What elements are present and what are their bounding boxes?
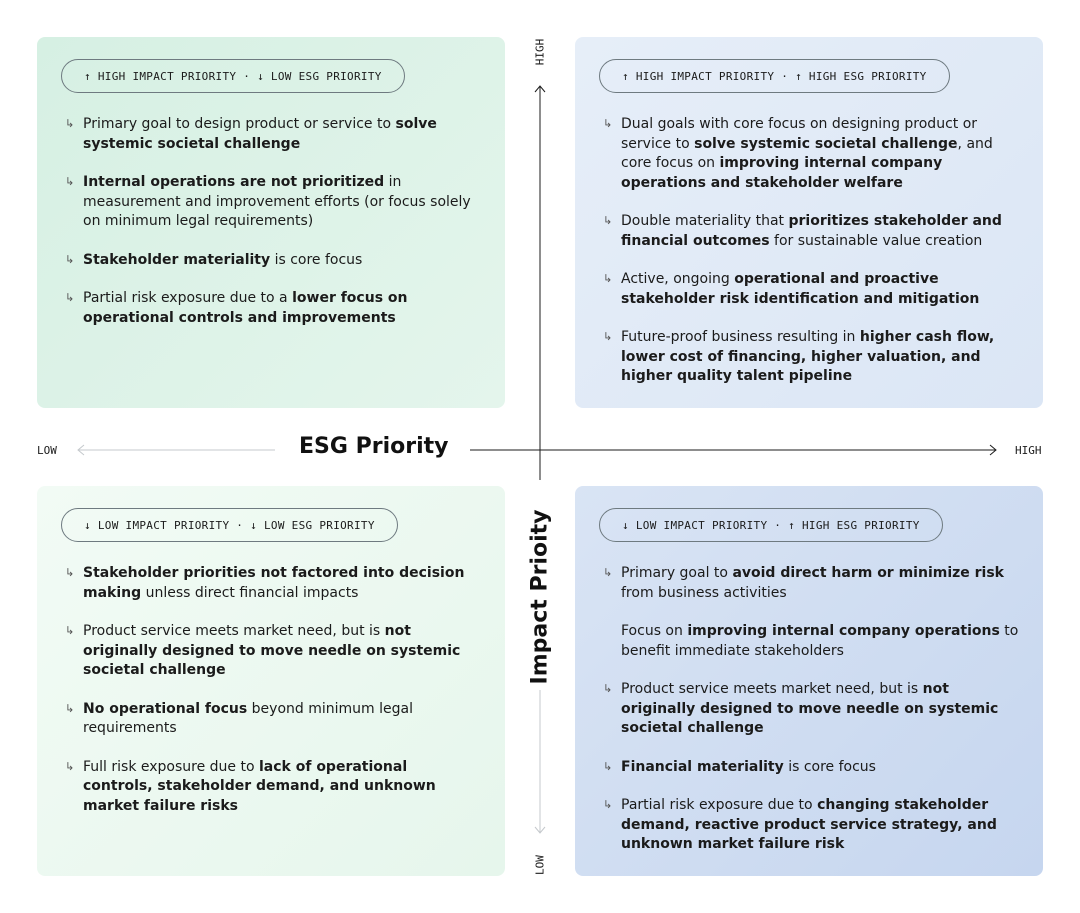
- quadrant-point: [61, 758, 481, 817]
- bullet-arrow-icon: ↳: [65, 759, 75, 773]
- quadrant-points: [61, 115, 481, 328]
- quadrant-tag: ↑ HIGH IMPACT PRIORITY · ↓ LOW ESG PRIORITY: [61, 59, 405, 93]
- quadrant-bottom-right: [575, 486, 1043, 876]
- quadrant-point: [599, 270, 1019, 309]
- point-text: from business activities: [621, 584, 787, 601]
- point-text-bold: not originally designed to move needle on systemic societal challenge: [621, 681, 999, 736]
- quadrant-point: [599, 328, 1019, 387]
- point-text: Dual goals with core focus on designing product or service to: [621, 116, 978, 152]
- bullet-arrow-icon: ↳: [603, 330, 613, 343]
- point-text-bold: prioritizes stakeholder and financial outcomes: [621, 213, 1002, 249]
- point-text-bold: No operational focus: [83, 700, 248, 717]
- x-axis-low-label: LOW: [37, 444, 57, 457]
- bullet-arrow-icon: ↳: [603, 214, 613, 227]
- quadrant-points: [599, 115, 1019, 387]
- quadrant-point: [599, 115, 1019, 193]
- point-text-bold: solve systemic societal challenge: [83, 116, 437, 152]
- quadrant-points: [599, 564, 1019, 855]
- point-text: Focus on: [621, 623, 688, 639]
- quadrant-point: [61, 564, 481, 603]
- point-text: unless direct financial impacts: [141, 584, 359, 601]
- point-text: beyond minimum legal requirements: [83, 700, 413, 736]
- quadrant-bottom-left: [37, 486, 505, 876]
- bullet-arrow-icon: ↳: [65, 624, 75, 637]
- point-text-bold: higher cash flow, lower cost of financing, higher valuation, and higher quality talent pipeline: [621, 329, 995, 384]
- point-text: is core focus: [270, 251, 363, 268]
- point-text: , and core focus on: [621, 135, 993, 171]
- point-text-bold: not originally designed to move needle on systemic societal challenge: [83, 623, 461, 678]
- bullet-arrow-icon: ↳: [65, 701, 75, 715]
- bullet-arrow-icon: ↳: [65, 175, 75, 188]
- bullet-arrow-icon: ↳: [603, 566, 613, 579]
- point-text: Double materiality that: [621, 213, 789, 229]
- point-text-bold: Stakeholder materiality: [83, 251, 271, 268]
- point-text: Primary goal to design product or service to: [83, 116, 396, 132]
- point-text-bold: lack of operational controls, stakeholder demand, and unknown market failure risks: [83, 758, 436, 814]
- quadrant-point: [599, 622, 1019, 661]
- bullet-arrow-icon: ↳: [65, 566, 75, 579]
- bullet-arrow-icon: ↳: [65, 117, 75, 130]
- point-text-bold: lower focus on operational controls and improvements: [83, 290, 408, 326]
- point-text-bold: avoid direct harm or minimize risk: [732, 565, 1004, 581]
- point-text: is core focus: [783, 758, 876, 775]
- point-text-bold: improving internal company operations and stakeholder welfare: [621, 155, 943, 191]
- point-text: Primary goal to: [621, 565, 733, 581]
- x-axis-high-label: HIGH: [1015, 444, 1042, 457]
- bullet-arrow-icon: ↳: [603, 682, 613, 695]
- bullet-arrow-icon: ↳: [65, 291, 75, 304]
- point-text-bold: Stakeholder priorities not factored into decision making: [83, 565, 465, 601]
- quadrant-tag: ↓ LOW IMPACT PRIORITY · ↓ LOW ESG PRIORITY: [61, 508, 398, 542]
- quadrant-point: [61, 289, 481, 328]
- point-text-bold: Internal operations are not prioritized: [83, 174, 385, 190]
- quadrant-point: [599, 758, 1019, 778]
- y-axis-title: Impact Prioity: [527, 509, 553, 685]
- y-axis-low-label: LOW: [533, 855, 547, 875]
- bullet-arrow-icon: ↳: [603, 272, 613, 285]
- point-text-bold: operational and proactive stakeholder risk identification and mitigation: [621, 271, 980, 307]
- quadrant-point: [61, 173, 481, 232]
- quadrant-top-right: [575, 37, 1043, 408]
- point-text: to benefit immediate stakeholders: [621, 623, 1019, 659]
- quadrant-point: [599, 212, 1019, 251]
- point-text-bold: solve systemic societal challenge: [694, 135, 958, 152]
- point-text-bold: Financial materiality: [621, 758, 784, 775]
- quadrant-point: [599, 680, 1019, 739]
- point-text: Active, ongoing: [621, 271, 735, 287]
- point-text: for sustainable value creation: [769, 232, 983, 249]
- bullet-arrow-icon: ↳: [603, 117, 613, 130]
- point-text: Future-proof business resulting in: [621, 329, 860, 345]
- point-text: Product service meets market need, but is: [621, 681, 923, 697]
- bullet-arrow-icon: ↳: [603, 798, 613, 811]
- bullet-arrow-icon: ↳: [603, 759, 613, 773]
- quadrant-point: [61, 622, 481, 681]
- point-text-bold: changing stakeholder demand, reactive product service strategy, and unknown market failure risk: [621, 797, 997, 852]
- quadrant-point: [61, 115, 481, 154]
- point-text: in measurement and improvement efforts (or focus solely on minimum legal requirements): [83, 174, 471, 229]
- quadrant-top-left: [37, 37, 505, 408]
- point-text: Partial risk exposure due to a: [83, 290, 293, 306]
- point-text-bold: improving internal company operations: [687, 623, 1000, 639]
- quadrant-point: [61, 700, 481, 739]
- bullet-arrow-icon: ↳: [65, 252, 75, 266]
- quadrant-tag: ↑ HIGH IMPACT PRIORITY · ↑ HIGH ESG PRIORITY: [599, 59, 950, 93]
- quadrant-point: [61, 251, 481, 271]
- x-axis-title: ESG Priority: [299, 434, 449, 459]
- point-text: Product service meets market need, but is: [83, 623, 385, 639]
- quadrant-point: [599, 796, 1019, 855]
- point-text: Full risk exposure due to: [83, 758, 259, 775]
- y-axis-high-label: HIGH: [533, 38, 547, 66]
- quadrant-tag: ↓ LOW IMPACT PRIORITY · ↑ HIGH ESG PRIORITY: [599, 508, 943, 542]
- quadrant-points: [61, 564, 481, 816]
- quadrant-point: [599, 564, 1019, 603]
- point-text: Partial risk exposure due to: [621, 797, 818, 813]
